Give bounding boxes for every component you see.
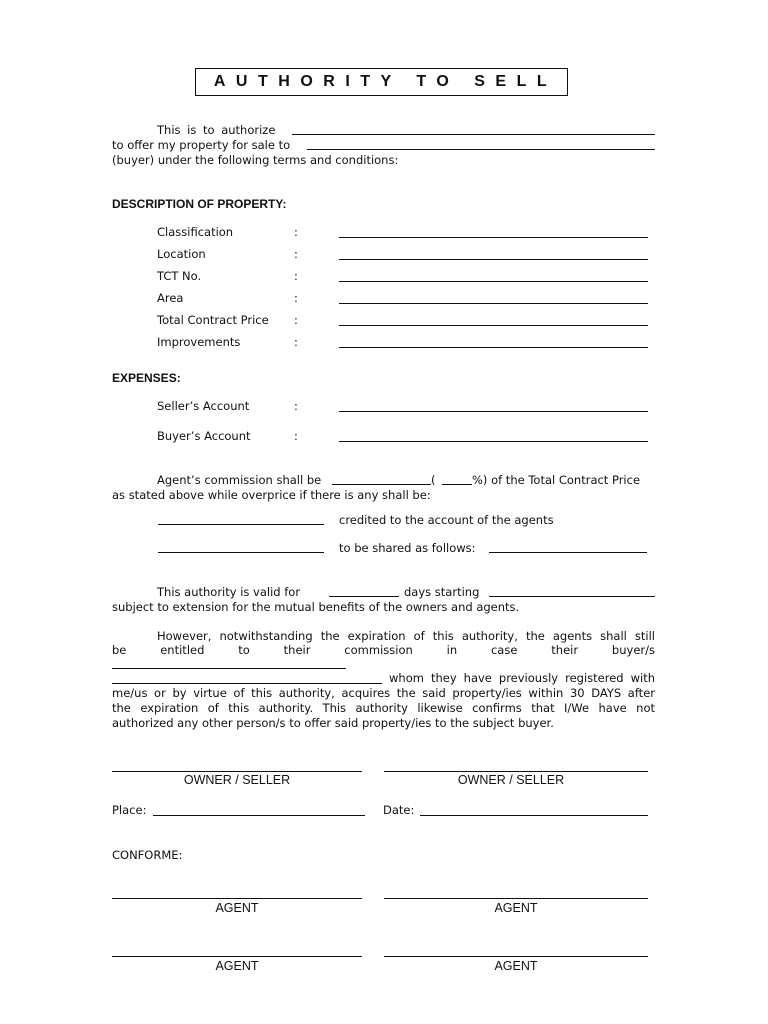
field-colon: : — [294, 225, 298, 239]
field-colon: : — [294, 399, 298, 413]
commission-part-2: ( — [431, 473, 436, 487]
field-colon: : — [294, 429, 298, 443]
option-1-text: credited to the account of the agents — [339, 513, 554, 527]
agent-signature-line-3[interactable] — [112, 956, 362, 957]
option-2-text: to be shared as follows: — [339, 541, 476, 555]
field-buyers-account-blank[interactable] — [339, 441, 648, 442]
agent-label-3: AGENT — [215, 959, 259, 973]
agent-label-4: AGENT — [494, 959, 538, 973]
field-colon: : — [294, 269, 298, 283]
place-blank[interactable] — [153, 815, 365, 816]
conforme-label: CONFORME: — [112, 848, 183, 862]
however-line-5: me/us or by virtue of this authority, acquires the said property/ies within 30 DAYS after — [112, 686, 655, 700]
validity-part-2: days starting — [404, 585, 480, 599]
field-area-blank[interactable] — [339, 303, 648, 304]
field-tct-blank[interactable] — [339, 281, 648, 282]
description-heading: DESCRIPTION OF PROPERTY: — [112, 197, 287, 211]
owner-signature-line-right[interactable] — [384, 771, 648, 772]
commission-part-3: %) of the Total Contract Price — [472, 473, 641, 487]
owner-signature-line-left[interactable] — [112, 771, 362, 772]
however-line-2: be entitled to their commission in case their buyer/s — [112, 643, 655, 657]
field-location-blank[interactable] — [339, 259, 648, 260]
buyer-name-blank[interactable] — [307, 149, 655, 150]
intro-line-2: to offer my property for sale to — [112, 138, 291, 152]
buyer-registration-blank-2[interactable] — [112, 683, 382, 684]
field-improvements-blank[interactable] — [339, 347, 648, 348]
date-blank[interactable] — [420, 815, 648, 816]
intro-text-authorize: This is to authorize — [157, 123, 276, 137]
owner-seller-label-right: OWNER / SELLER — [457, 773, 565, 787]
field-colon: : — [294, 247, 298, 261]
field-location-label: Location — [157, 247, 206, 261]
validity-line-2: subject to extension for the mutual benefits of the owners and agents. — [112, 600, 520, 614]
commission-percent-blank[interactable] — [442, 484, 472, 485]
authorize-name-blank[interactable] — [292, 134, 655, 135]
commission-amount-blank[interactable] — [332, 484, 431, 485]
field-total-contract-price-label: Total Contract Price — [157, 313, 269, 327]
commission-line-2: as stated above while overprice if there is any shall be: — [112, 488, 431, 502]
field-colon: : — [294, 291, 298, 305]
field-improvements-label: Improvements — [157, 335, 241, 349]
validity-part-1: This authority is valid for — [157, 585, 301, 599]
agent-signature-line-4[interactable] — [384, 956, 648, 957]
commission-part-1: Agent’s commission shall be — [157, 473, 322, 487]
however-line-4: whom they have previously registered with — [389, 671, 655, 685]
validity-days-blank[interactable] — [329, 596, 399, 597]
expenses-heading: EXPENSES: — [112, 371, 181, 385]
intro-line-1 — [157, 123, 275, 137]
field-colon: : — [294, 313, 298, 327]
field-total-contract-price-blank[interactable] — [339, 325, 648, 326]
option-2-blank[interactable] — [158, 552, 324, 553]
field-area-label: Area — [157, 291, 184, 305]
field-sellers-account-label: Seller’s Account — [157, 399, 250, 413]
however-line-7: authorized any other person/s to offer said property/ies to the subject buyer. — [112, 716, 554, 730]
field-classification-blank[interactable] — [339, 237, 648, 238]
agent-signature-line-2[interactable] — [384, 898, 648, 899]
option-1-blank[interactable] — [158, 524, 324, 525]
field-colon: : — [294, 335, 298, 349]
owner-seller-label-left: OWNER / SELLER — [183, 773, 291, 787]
place-label: Place: — [112, 803, 147, 817]
validity-start-date-blank[interactable] — [489, 596, 655, 597]
agent-label-1: AGENT — [215, 901, 259, 915]
intro-line-3: (buyer) under the following terms and conditions: — [112, 153, 399, 167]
however-line-1: However, notwithstanding the expiration of this authority, the agents shall still — [157, 629, 655, 643]
date-label: Date: — [383, 803, 415, 817]
field-tct-label: TCT No. — [157, 269, 202, 283]
buyer-registration-blank-1[interactable] — [112, 668, 346, 669]
field-sellers-account-blank[interactable] — [339, 411, 648, 412]
agent-signature-line-1[interactable] — [112, 898, 362, 899]
document-title: AUTHORITY TO SELL — [195, 68, 568, 96]
option-2-share-blank[interactable] — [489, 552, 647, 553]
field-classification-label: Classification — [157, 225, 234, 239]
field-buyers-account-label: Buyer’s Account — [157, 429, 251, 443]
agent-label-2: AGENT — [494, 901, 538, 915]
however-line-6: the expiration of this authority. This authority likewise confirms that I/We have not — [112, 701, 655, 715]
